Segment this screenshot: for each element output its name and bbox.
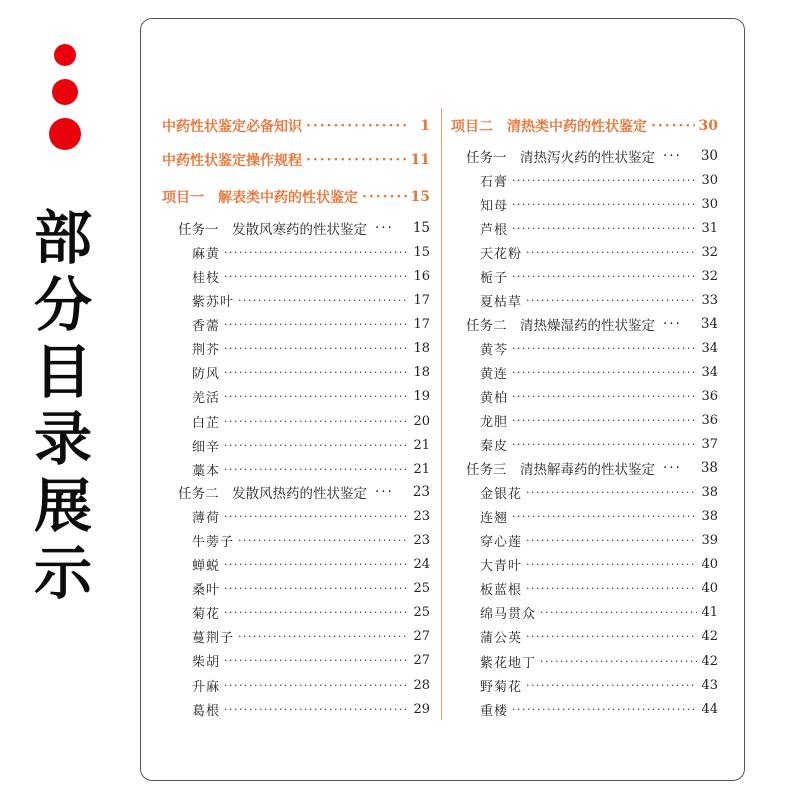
toc-leader-dots — [224, 390, 409, 403]
toc-page-number: 38 — [701, 484, 718, 500]
toc-entry-title: 秦皮 — [480, 438, 509, 454]
toc-leader-dots — [224, 342, 409, 355]
toc-entry-title: 板蓝根 — [480, 583, 523, 599]
toc-leader-dots — [238, 630, 409, 643]
toc-leader-dots — [224, 654, 409, 667]
toc-leader-dots — [512, 510, 697, 523]
toc-page-number: 11 — [410, 152, 430, 168]
toc-herb-entry — [192, 698, 430, 720]
toc-page-number: 27 — [413, 629, 430, 645]
toc-entry-title: 紫苏叶 — [192, 294, 235, 310]
toc-leader-dots — [362, 189, 407, 205]
toc-leader-dots — [306, 152, 407, 168]
toc-leader-dots — [512, 222, 697, 235]
toc-page-number: 32 — [701, 268, 718, 284]
toc-section-entry — [162, 115, 430, 137]
red-dot-icon — [54, 44, 76, 66]
toc-entry-title: 芦根 — [480, 222, 509, 238]
toc-page-number: 17 — [413, 292, 430, 308]
toc-page-number: 38 — [701, 508, 718, 524]
toc-herb-entry — [192, 553, 430, 575]
toc-page-number: 42 — [701, 629, 718, 645]
toc-entry-title: 重楼 — [480, 703, 509, 719]
toc-page-number: 18 — [413, 341, 430, 357]
toc-entry-title: 夏枯草 — [480, 295, 523, 310]
toc-leader-dots — [512, 414, 697, 427]
toc-task-entry — [178, 217, 430, 239]
toc-herb-entry — [192, 434, 430, 456]
toc-herb-entry — [192, 458, 430, 480]
toc-leader-dots — [238, 534, 409, 547]
toc-page-number: 30 — [701, 172, 718, 188]
toc-herb-entry — [480, 169, 718, 191]
toc-entry-title: 黄芩 — [480, 342, 509, 358]
toc-herb-entry — [480, 481, 718, 503]
toc-page-number: 31 — [701, 220, 718, 236]
toc-herb-entry — [480, 290, 718, 312]
toc-herb-entry — [480, 433, 718, 455]
toc-leader-dots — [224, 510, 409, 523]
toc-leader-dots — [224, 366, 409, 379]
toc-entry-title: 细辛 — [192, 439, 221, 455]
toc-page-number: 42 — [701, 653, 718, 669]
toc-leader-dots — [224, 679, 409, 692]
toc-entry-title: 蔓荆子 — [192, 631, 235, 647]
toc-page-number: 30 — [698, 118, 718, 134]
toc-page-number: 16 — [413, 268, 430, 284]
toc-leader-dots — [526, 679, 697, 692]
toc-herb-entry — [480, 241, 718, 263]
toc-page-number: 33 — [701, 293, 718, 308]
toc-entry-title: 大青叶 — [480, 558, 523, 574]
toc-entry-title: 菊花 — [192, 607, 221, 623]
side-title-char: 示 — [33, 539, 92, 607]
toc-leader-dots — [526, 486, 697, 499]
toc-herb-entry — [480, 626, 718, 648]
toc-herb-entry — [192, 265, 430, 287]
toc-entry-title: 藁本 — [192, 463, 221, 479]
toc-leader-dots — [512, 198, 697, 211]
toc-leader-dots — [663, 460, 682, 476]
toc-page-number: 43 — [701, 677, 718, 693]
toc-page-number: 30 — [701, 196, 718, 212]
toc-herb-entry — [192, 241, 430, 263]
toc-herb-entry — [192, 289, 430, 311]
toc-task-entry — [466, 313, 718, 335]
toc-entry-title: 荆芥 — [192, 343, 221, 359]
toc-leader-dots — [512, 342, 697, 355]
toc-leader-dots — [526, 534, 697, 547]
toc-page-number: 19 — [413, 389, 430, 405]
toc-entry-title: 任务二 发散风热药的性状鉴定 — [178, 486, 367, 502]
toc-herb-entry — [192, 505, 430, 527]
toc-entry-title: 龙胆 — [480, 414, 509, 430]
toc-leader-dots — [512, 366, 697, 379]
toc-leader-dots — [540, 606, 697, 619]
toc-entry-title: 白芷 — [192, 415, 221, 431]
toc-page-number: 15 — [410, 189, 430, 205]
toc-leader-dots — [512, 174, 697, 187]
toc-entry-title: 项目一 解表类中药的性状鉴定 — [162, 190, 358, 206]
toc-page-number: 24 — [413, 556, 430, 572]
toc-herb-entry — [480, 505, 718, 527]
toc-herb-entry — [480, 650, 718, 672]
toc-entry-title: 石膏 — [480, 174, 509, 190]
toc-section-entry — [162, 149, 430, 171]
toc-herb-entry — [480, 674, 718, 696]
toc-page-number: 25 — [413, 605, 430, 621]
toc-task-entry — [178, 481, 430, 503]
toc-herb-entry — [192, 529, 430, 551]
toc-leader-dots — [526, 294, 697, 307]
toc-herb-entry — [480, 385, 718, 407]
toc-leader-dots — [526, 630, 697, 643]
toc-page-number: 27 — [413, 653, 430, 669]
toc-page-number: 15 — [413, 244, 430, 260]
toc-herb-entry — [480, 602, 718, 624]
toc-herb-entry — [192, 577, 430, 599]
toc-herb-entry — [480, 553, 718, 575]
toc-leader-dots — [224, 703, 409, 716]
toc-entry-title: 知母 — [480, 198, 509, 214]
toc-page-number: 28 — [413, 677, 430, 693]
toc-entry-title: 黄柏 — [480, 390, 509, 406]
toc-page-number: 40 — [701, 556, 718, 572]
toc-leader-dots — [526, 558, 697, 571]
toc-entry-title: 天花粉 — [480, 246, 523, 262]
toc-entry-title: 金银花 — [480, 486, 523, 502]
toc-section-entry — [451, 115, 718, 137]
red-dot-icon — [49, 118, 81, 150]
toc-entry-title: 任务二 清热燥湿药的性状鉴定 — [466, 318, 655, 334]
toc-entry-title: 葛根 — [192, 703, 221, 719]
column-divider — [441, 108, 442, 720]
side-title-char: 录 — [33, 405, 92, 473]
toc-page-number: 23 — [412, 484, 430, 500]
toc-leader-dots — [224, 606, 409, 619]
toc-entry-title: 麻黄 — [192, 246, 221, 262]
toc-herb-entry — [192, 338, 430, 360]
toc-page-number: 21 — [413, 461, 430, 477]
toc-page-number: 23 — [413, 508, 430, 524]
toc-herb-entry — [480, 265, 718, 287]
toc-herb-entry — [192, 386, 430, 408]
toc-entry-title: 羌活 — [192, 391, 221, 407]
toc-page-number: 29 — [413, 701, 430, 717]
toc-leader-dots — [512, 703, 697, 716]
toc-herb-entry — [480, 361, 718, 383]
toc-leader-dots — [238, 294, 409, 307]
toc-herb-entry — [480, 193, 718, 215]
toc-entry-title: 任务一 清热泻火药的性状鉴定 — [466, 150, 655, 166]
side-title — [30, 205, 96, 607]
toc-page-number: 36 — [701, 388, 718, 404]
toc-page-number: 36 — [701, 412, 718, 428]
toc-entry-title: 连翘 — [480, 510, 509, 526]
toc-leader-dots — [224, 463, 409, 476]
side-title-char: 展 — [33, 472, 92, 540]
side-title-char: 部 — [33, 204, 92, 272]
toc-leader-dots — [540, 655, 697, 668]
toc-entry-title: 升麻 — [192, 679, 221, 695]
toc-entry-title: 绵马贯众 — [480, 607, 537, 623]
toc-leader-dots — [512, 390, 697, 403]
toc-leader-dots — [224, 415, 409, 428]
toc-page-number: 44 — [701, 701, 718, 717]
toc-herb-entry — [192, 410, 430, 432]
toc-page-number: 39 — [701, 532, 718, 548]
toc-page-number: 34 — [700, 316, 718, 332]
toc-leader-dots — [512, 270, 697, 283]
side-title-char: 分 — [33, 271, 92, 339]
toc-entry-title: 紫花地丁 — [480, 655, 537, 671]
toc-page-number: 1 — [420, 118, 430, 134]
toc-entry-title: 香薷 — [192, 318, 221, 334]
toc-entry-title: 穿心莲 — [480, 534, 523, 550]
toc-leader-dots — [663, 316, 682, 332]
toc-entry-title: 蒲公英 — [480, 631, 523, 647]
toc-herb-entry — [480, 337, 718, 359]
toc-entry-title: 桂枝 — [192, 270, 221, 286]
toc-page-number: 25 — [413, 580, 430, 596]
toc-entry-title: 野菊花 — [480, 679, 523, 695]
toc-entry-title: 项目二 清热类中药的性状鉴定 — [451, 119, 647, 135]
toc-page-number: 41 — [701, 605, 718, 621]
toc-page-number: 30 — [700, 148, 718, 164]
toc-leader-dots — [224, 439, 409, 452]
red-dot-icon — [52, 79, 78, 105]
toc-leader-dots — [224, 582, 409, 595]
toc-herb-entry — [192, 602, 430, 624]
toc-entry-title: 薄荷 — [192, 510, 221, 526]
toc-page-number: 20 — [413, 413, 430, 429]
toc-entry-title: 任务一 发散风寒药的性状鉴定 — [178, 222, 367, 238]
toc-herb-entry — [480, 529, 718, 551]
toc-leader-dots — [224, 270, 409, 283]
toc-herb-entry — [192, 362, 430, 384]
toc-page-number: 37 — [701, 436, 718, 452]
toc-entry-title: 桑叶 — [192, 582, 221, 598]
toc-leader-dots — [224, 318, 409, 331]
toc-page-number: 21 — [413, 437, 430, 453]
toc-entry-title: 防风 — [192, 367, 221, 383]
toc-page-number: 23 — [413, 532, 430, 548]
toc-task-entry — [466, 145, 718, 167]
toc-page-number: 40 — [701, 581, 718, 597]
toc-page-number: 38 — [700, 460, 718, 476]
toc-entry-title: 任务三 清热解毒药的性状鉴定 — [466, 462, 655, 478]
toc-entry-title: 牛蒡子 — [192, 534, 235, 550]
toc-page-number: 34 — [701, 364, 718, 380]
toc-herb-entry — [192, 674, 430, 696]
toc-leader-dots — [663, 148, 682, 164]
toc-entry-title: 蝉蜕 — [192, 558, 221, 574]
toc-leader-dots — [224, 246, 409, 259]
toc-entry-title: 栀子 — [480, 270, 509, 286]
toc-section-entry — [162, 186, 430, 208]
toc-entry-title: 中药性状鉴定必备知识 — [162, 119, 302, 135]
toc-page-number: 15 — [412, 220, 430, 236]
toc-herb-entry — [192, 313, 430, 335]
toc-leader-dots — [224, 558, 409, 571]
toc-herb-entry — [480, 217, 718, 239]
toc-page-number: 34 — [701, 340, 718, 356]
toc-herb-entry — [480, 578, 718, 600]
toc-entry-title: 柴胡 — [192, 655, 221, 671]
toc-entry-title: 黄连 — [480, 366, 509, 382]
toc-leader-dots — [375, 220, 394, 236]
toc-herb-entry — [480, 698, 718, 720]
toc-leader-dots — [375, 484, 394, 500]
toc-leader-dots — [306, 118, 410, 134]
toc-herb-entry — [480, 409, 718, 431]
toc-leader-dots — [526, 582, 697, 595]
toc-task-entry — [466, 457, 718, 479]
toc-leader-dots — [512, 438, 697, 451]
toc-page-number: 32 — [701, 244, 718, 260]
toc-herb-entry — [192, 650, 430, 672]
toc-leader-dots — [651, 118, 695, 134]
toc-leader-dots — [526, 246, 697, 259]
toc-herb-entry — [192, 626, 430, 648]
side-title-char: 目 — [33, 338, 92, 406]
toc-page-number: 18 — [413, 365, 430, 381]
toc-entry-title: 中药性状鉴定操作规程 — [162, 153, 302, 169]
toc-page-number: 17 — [413, 316, 430, 332]
